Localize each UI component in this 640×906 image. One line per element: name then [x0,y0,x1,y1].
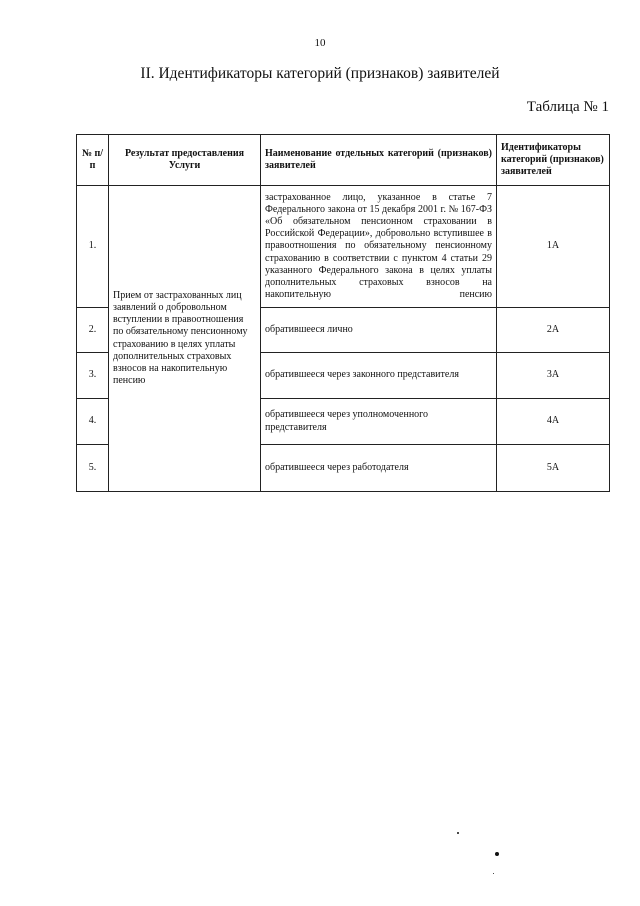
row-2-num: 2. [77,308,109,353]
section-title: II. Идентификаторы категорий (признаков) заявителей [140,65,500,82]
row-4-id: 4А [497,399,610,445]
row-5-num: 5. [77,445,109,492]
row-5-name: обратившееся через работодателя [261,445,497,492]
row-1-name: застрахованное лицо, указанное в статье 7 Федерального закона от 15 декабря 2001 г. № 167-ФЗ «Об обязательном пенсионном страховании в Российской Федерации», добровольно вступившее в правоотношения по обязательному пенсионному страхованию в соответствии с пунктом 4 статьи 29 указанного Федерального закона в целях уплаты дополнительных страховых взносов на накопительную пенсию [261,186,497,308]
header-result: Результат предоставления Услуги [109,135,261,186]
row-3-id: 3А [497,353,610,399]
row-5-id: 5А [497,445,610,492]
table-caption: Таблица № 1 [526,99,609,115]
row-2-name: обратившееся лично [261,308,497,353]
scan-speck [495,852,499,856]
row-3-name: обратившееся через законного представителя [261,353,497,399]
row-3-num: 3. [77,353,109,399]
scan-speck [457,832,459,834]
header-id: Идентификаторы категорий (признаков) заявителей [497,135,610,186]
result-cell: Прием от застрахованных лиц заявлений о добровольном вступлении в правоотношения по обязательному пенсионному страхованию в целях уплаты дополнительных страховых взносов на накопительную пенсию [109,186,261,492]
identifiers-table [76,134,610,492]
table-row [77,186,610,308]
row-1-id: 1А [497,186,610,308]
row-2-id: 2А [497,308,610,353]
page-number: 10 [314,37,326,49]
row-1-num: 1. [77,186,109,308]
row-4-num: 4. [77,399,109,445]
row-4-name: обратившееся через уполномоченного представителя [261,399,497,445]
scan-speck [493,873,494,874]
table-header-row [77,135,610,186]
header-name: Наименование отдельных категорий (признаков) заявителей [261,135,497,186]
header-num: № п/п [77,135,109,186]
